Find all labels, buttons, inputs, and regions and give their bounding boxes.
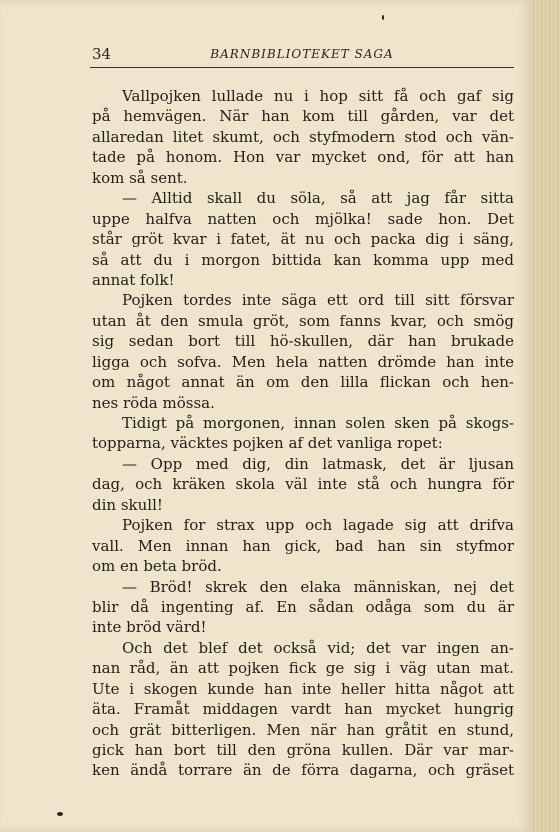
text-line: Pojken for strax upp och lagade sig att drifva [122,516,514,535]
text-line: på hemvägen. När han kom till gården, var det [92,107,514,126]
text-line: sig sedan bort till hö-skullen, där han brukade [92,332,514,351]
text-line: Ute i skogen kunde han inte heller hitta något att [92,679,514,698]
text-line: inte bröd värd! [92,618,207,637]
paper-speck [382,15,384,20]
text-line: utan åt den smula gröt, som fanns kvar, och smög [92,311,514,330]
text-line: Tidigt på morgonen, innan solen sken på skogs- [122,414,514,432]
page-header [90,45,514,68]
text-line: annat folk! [92,270,175,289]
text-line: står gröt kvar i fatet, ät nu och packa dig i säng, [92,230,514,249]
text-line: blir då ingenting af. En sådan odåga som du är [92,597,514,616]
text-line: — Bröd! skrek den elaka människan, nej det [122,577,514,596]
text-line: nes röda mössa. [92,393,215,412]
body-text [92,86,514,781]
text-line: kom så sent. [92,168,188,187]
text-line: allaredan litet skumt, och styfmodern stod och vän- [92,127,514,146]
text-line: om något annat än om den lilla flickan och hen- [92,373,514,392]
running-title: BARNBIBLIOTEKET SAGA [210,47,394,61]
text-line: om en beta bröd. [92,557,222,576]
text-line: topparna, väcktes pojken af det vanliga ropet: [92,434,443,453]
text-line: uppe halfva natten och mjölka! sade hon. Det [92,209,514,228]
text-line: gick han bort till den gröna kullen. Där var mar- [92,741,514,759]
text-line: ken ändå torrare än de förra dagarna, och gräset [92,761,514,780]
text-line: Och det blef det också vid; det var ingen an- [122,638,514,657]
text-line: och grät bitterligen. Men när han gråtit en stund, [92,720,514,739]
page-edge [532,0,560,832]
text-line: vall. Men innan han gick, bad han sin styfmor [92,536,514,555]
text-line: — Opp med dig, din latmask, det är ljusan [122,454,514,473]
text-line: — Alltid skall du söla, så att jag får sitta [122,189,514,208]
text-line: Pojken tordes inte säga ett ord till sitt försvar [122,291,514,310]
text-line: dag, och kräken skola väl inte stå och hungra för [92,475,514,494]
text-line: nan råd, än att pojken fick ge sig i väg utan mat. [92,659,514,678]
page-number: 34 [92,45,112,63]
text-line: tade på honom. Hon var mycket ond, för att han [92,148,514,167]
paper-speck [57,812,63,816]
text-line: äta. Framåt middagen vardt han mycket hungrig [92,700,514,719]
text-line: så att du i morgon bittida kan komma upp med [92,250,514,269]
text-line: ligga och sofva. Men hela natten drömde han inte [92,352,514,371]
text-line: din skull! [92,495,163,514]
text-line: Vallpojken lullade nu i hop sitt få och gaf sig [122,87,514,105]
